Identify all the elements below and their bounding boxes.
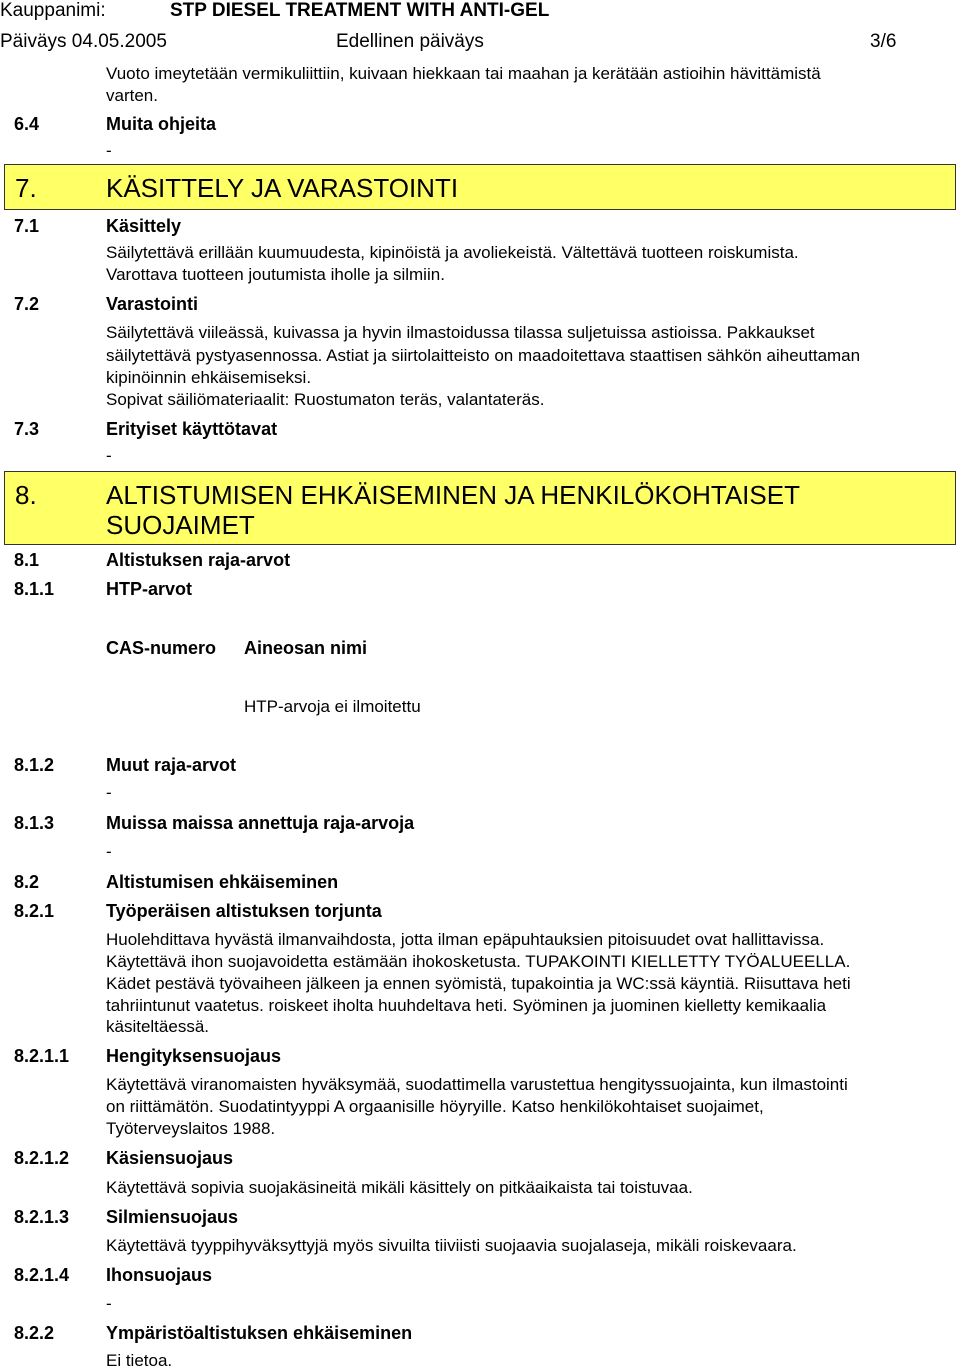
section-title: Muissa maissa annettuja raja-arvoja (106, 813, 415, 833)
section-text: - (106, 783, 112, 802)
section-7-banner (4, 164, 956, 210)
section-title: HTP-arvot (106, 579, 193, 599)
document-date: Päiväys 04.05.2005 (0, 31, 167, 52)
section-text: - (106, 842, 112, 861)
section-title: ALTISTUMISEN EHKÄISEMINEN JA HENKILÖKOHTAISET (106, 480, 800, 510)
section-number: 7. (15, 173, 37, 203)
section-number: 7.2 (14, 294, 40, 314)
section-title: Varastointi (106, 294, 199, 314)
section-text-line: on riittämätön. Suodatintyyppi A orgaanisille höyryille. Katso henkilökohtaiset suojaimet, (106, 1097, 764, 1116)
section-title: SUOJAIMET (106, 510, 255, 540)
section-text-line: Säilytettävä erillään kuumuudesta, kipinöistä ja avoliekeistä. Vältettävä tuotteen roiskumista. (106, 243, 799, 262)
section-title: Silmiensuojaus (106, 1207, 239, 1227)
section-number: 8.2 (14, 872, 40, 892)
section-text-line: säilytettävä pystyasennossa. Astiat ja siirtolaitteisto on maadoitettava staattisen sähkön aiheuttaman (106, 346, 861, 365)
section-text-line: Työterveyslaitos 1988. (106, 1119, 276, 1138)
trade-name-label: Kauppanimi: (0, 0, 106, 21)
section-title: Altistuksen raja-arvot (106, 550, 291, 570)
section-text-line: Huolehdittava hyvästä ilmanvaihdosta, jotta ilman epäpuhtauksien pitoisuudet ovat hallittavissa. (106, 930, 825, 949)
section-number: 6.4 (14, 114, 40, 134)
section-number: 7.1 (14, 216, 40, 236)
section-title: Hengityksensuojaus (106, 1046, 282, 1066)
section-number: 7.3 (14, 419, 40, 439)
table-empty-note: HTP-arvoja ei ilmoitettu (244, 697, 421, 716)
section-number: 8.2.2 (14, 1323, 55, 1343)
section-title: Altistumisen ehkäiseminen (106, 872, 339, 892)
section-number: 8. (15, 480, 37, 510)
previous-date-label: Edellinen päiväys (336, 31, 484, 52)
section-number: 8.2.1.4 (14, 1265, 70, 1285)
page-number: 3/6 (870, 31, 897, 52)
section-number: 8.1.1 (14, 579, 55, 599)
section-text: Ei tietoa. (106, 1351, 173, 1370)
section-title: KÄSITTELY JA VARASTOINTI (106, 173, 459, 203)
section-text-line: Säilytettävä viileässä, kuivassa ja hyvin ilmastoidussa tilassa suljetuissa astioissa. Pakkaukset (106, 323, 815, 342)
section-number: 8.2.1.2 (14, 1148, 70, 1168)
section-title: Muita ohjeita (106, 114, 217, 134)
section-text-line: Käytettävä tyyppihyväksyttyjä myös sivuilta tiiviisti suojaavia suojalaseja, mikäli roiskevaara. (106, 1236, 797, 1255)
section-number: 8.1.2 (14, 755, 55, 775)
section-text-line: kipinöinnin ehkäisemiseksi. (106, 368, 312, 387)
section-text-line: käsiteltäessä. (106, 1017, 209, 1036)
section-text-line: Käytettävä ihon suojavoidetta estämään ihokosketusta. TUPAKOINTI KIELLETTY TYÖALUEELLA. (106, 952, 851, 971)
section-title: Käsittely (106, 216, 182, 236)
section-number: 8.2.1.1 (14, 1046, 70, 1066)
section-number: 8.2.1 (14, 901, 55, 921)
section-title: Ympäristöaltistuksen ehkäiseminen (106, 1323, 413, 1343)
section-text-line: Käytettävä sopivia suojakäsineitä mikäli käsittely on pitkäaikaista tai toistuvaa. (106, 1178, 693, 1197)
section-title: Muut raja-arvot (106, 755, 237, 775)
section-8-banner (4, 471, 956, 545)
section-text-line: Varottava tuotteen joutumista iholle ja silmiin. (106, 265, 445, 284)
section-title: Työperäisen altistuksen torjunta (106, 901, 382, 921)
section-text: - (106, 1294, 112, 1313)
section-text-line: Sopivat säiliömateriaalit: Ruostumaton teräs, valantateräs. (106, 390, 545, 409)
section-text: - (106, 446, 112, 465)
section-title: Käsiensuojaus (106, 1148, 234, 1168)
section-text-line: tahriintunut vaatetus. roiskeet iholta huuhdeltava heti. Syöminen ja juominen kielletty kemikaalia (106, 996, 827, 1015)
section-number: 8.2.1.3 (14, 1207, 70, 1227)
table-header-name: Aineosan nimi (244, 638, 368, 658)
section-title: Ihonsuojaus (106, 1265, 213, 1285)
spill-text-line: Vuoto imeytetään vermikuliittiin, kuivaan hiekkaan tai maahan ja kerätään astioihin hävittämistä (106, 64, 821, 83)
section-text-line: Kädet pestävä työvaiheen jälkeen ja ennen syömistä, tupakointia ja WC:ssä käyntiä. Riisuttava heti (106, 974, 851, 993)
section-number: 8.1 (14, 550, 40, 570)
product-name: STP DIESEL TREATMENT WITH ANTI-GEL (170, 0, 550, 21)
section-title: Erityiset käyttötavat (106, 419, 278, 439)
table-header-cas: CAS-numero (106, 638, 217, 658)
section-number: 8.1.3 (14, 813, 55, 833)
section-text: - (106, 141, 112, 160)
section-text-line: Käytettävä viranomaisten hyväksymää, suodattimella varustettua hengityssuojainta, kun ilmastointi (106, 1075, 848, 1094)
spill-text-line: varten. (106, 86, 158, 105)
